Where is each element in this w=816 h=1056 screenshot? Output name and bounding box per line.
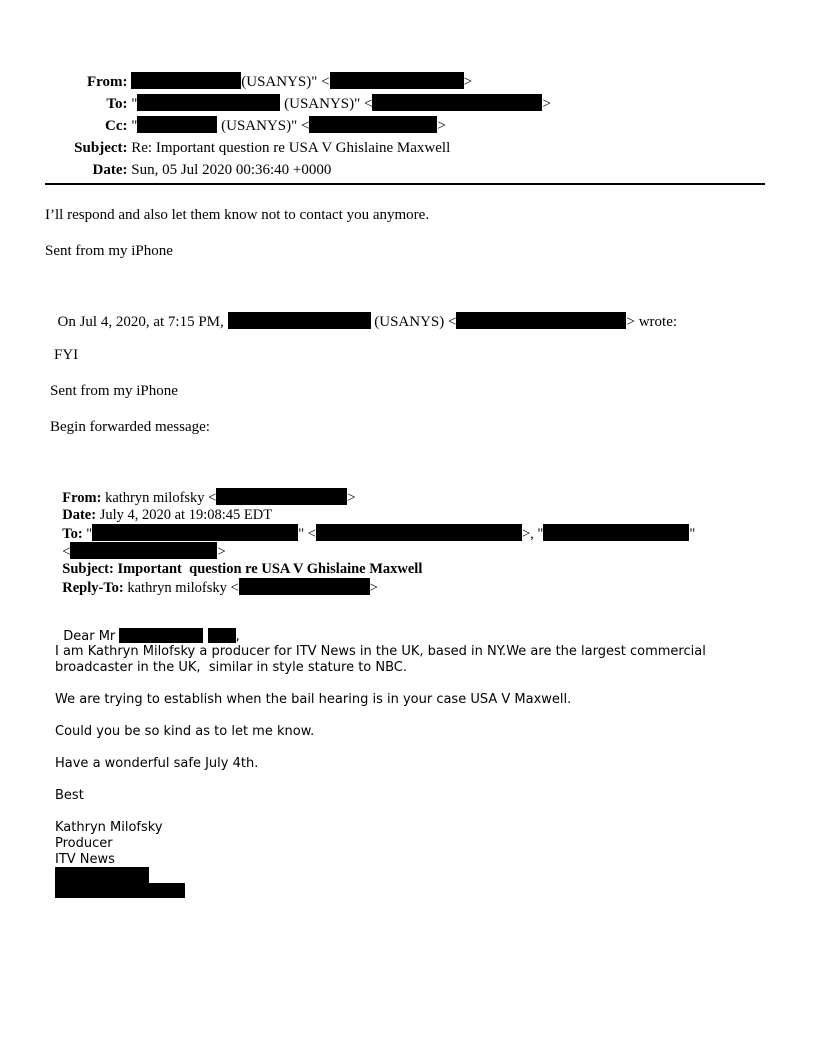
salutation-end: ,: [235, 629, 240, 644]
fwd-to-mid: " <: [298, 526, 316, 542]
date-label: Date:: [92, 162, 128, 178]
fwd-replyto-value: kathryn milofsky <: [123, 580, 239, 596]
fwd-from-end: >: [347, 490, 356, 506]
reply-text: I’ll respond and also let them know not to contact you anymore.: [45, 207, 430, 223]
signature-org: ITV News: [55, 852, 115, 867]
begin-forwarded-text: Begin forwarded message:: [50, 419, 210, 435]
fwd-replyto-label: Reply-To:: [62, 580, 124, 596]
letter-para1-line1: I am Kathryn Milofsky a producer for ITV News in the UK, based in NY.We are the largest commercial: [55, 644, 706, 659]
reply-signature: Sent from my iPhone: [45, 243, 173, 259]
redacted-block: [119, 628, 203, 643]
from-value: (USANYS)" <: [241, 74, 330, 90]
quote-intro-start: On Jul 4, 2020, at 7:15 PM,: [57, 314, 228, 330]
fwd-to-end: ": [689, 526, 696, 542]
fwd-to2-start: <: [62, 544, 71, 560]
letter-para3: Could you be so kind as to let me know.: [55, 724, 315, 739]
quote-intro: [50, 294, 677, 331]
fwd-subject-label: Subject:: [62, 561, 114, 577]
fwd-date-value: July 4, 2020 at 19:08:45 EDT: [96, 507, 273, 523]
fwd-replyto-end: >: [369, 580, 378, 596]
from-value-end: >: [463, 74, 473, 90]
quote-intro-end: > wrote:: [626, 314, 678, 330]
redacted-block: [239, 578, 370, 595]
cc-label: Cc:: [105, 118, 128, 134]
letter-para4: Have a wonderful safe July 4th.: [55, 756, 259, 771]
redacted-block: [208, 628, 236, 643]
subject-label: Subject:: [74, 140, 128, 156]
cc-value: (USANYS)" <: [217, 118, 310, 134]
subject-value: Re: Important question re USA V Ghislaine Maxwell: [131, 140, 451, 156]
fwd-to-start: ": [82, 526, 93, 542]
signature-title: Producer: [55, 836, 113, 851]
redacted-block: [228, 312, 371, 329]
to-value-start: ": [131, 96, 138, 112]
quoted-signature: Sent from my iPhone: [50, 383, 178, 399]
fwd-date-label: Date:: [62, 507, 97, 523]
header-date-row: [0, 143, 331, 179]
redacted-block: [55, 883, 185, 898]
letter-salutation: [55, 612, 240, 645]
redacted-block: [316, 524, 522, 541]
cc-value-start: ": [131, 118, 138, 134]
fwd-from-label: From:: [62, 490, 102, 506]
header-divider: [45, 183, 765, 185]
letter-closing: Best: [55, 788, 84, 803]
signature-name: Kathryn Milofsky: [55, 820, 163, 835]
fwd-to-mid2: >, ": [521, 526, 544, 542]
fwd-from-value: kathryn milofsky <: [101, 490, 217, 506]
fyi-text: FYI: [54, 347, 79, 363]
letter-para2: We are trying to establish when the bail hearing is in your case USA V Maxwell.: [55, 692, 572, 707]
fwd-replyto-row: [55, 560, 378, 597]
redacted-block: [55, 867, 149, 883]
fwd-to2-end: >: [217, 544, 226, 560]
quote-intro-mid: (USANYS) <: [370, 314, 457, 330]
date-value: Sun, 05 Jul 2020 00:36:40 +0000: [131, 162, 332, 178]
fwd-subject-value: Important question re USA V Ghislaine Maxwell: [113, 561, 423, 577]
letter-para1-line2: broadcaster in the UK, similar in style stature to NBC.: [55, 660, 408, 675]
to-label: To:: [106, 96, 128, 112]
fwd-to-label: To:: [62, 526, 83, 542]
to-value-end: >: [542, 96, 551, 112]
to-value: (USANYS)" <: [280, 96, 373, 112]
redacted-block: [543, 524, 689, 541]
redacted-block: [456, 312, 626, 329]
salutation-start: Dear Mr: [63, 629, 120, 644]
cc-value-end: >: [437, 118, 446, 134]
from-label: From:: [86, 74, 128, 90]
